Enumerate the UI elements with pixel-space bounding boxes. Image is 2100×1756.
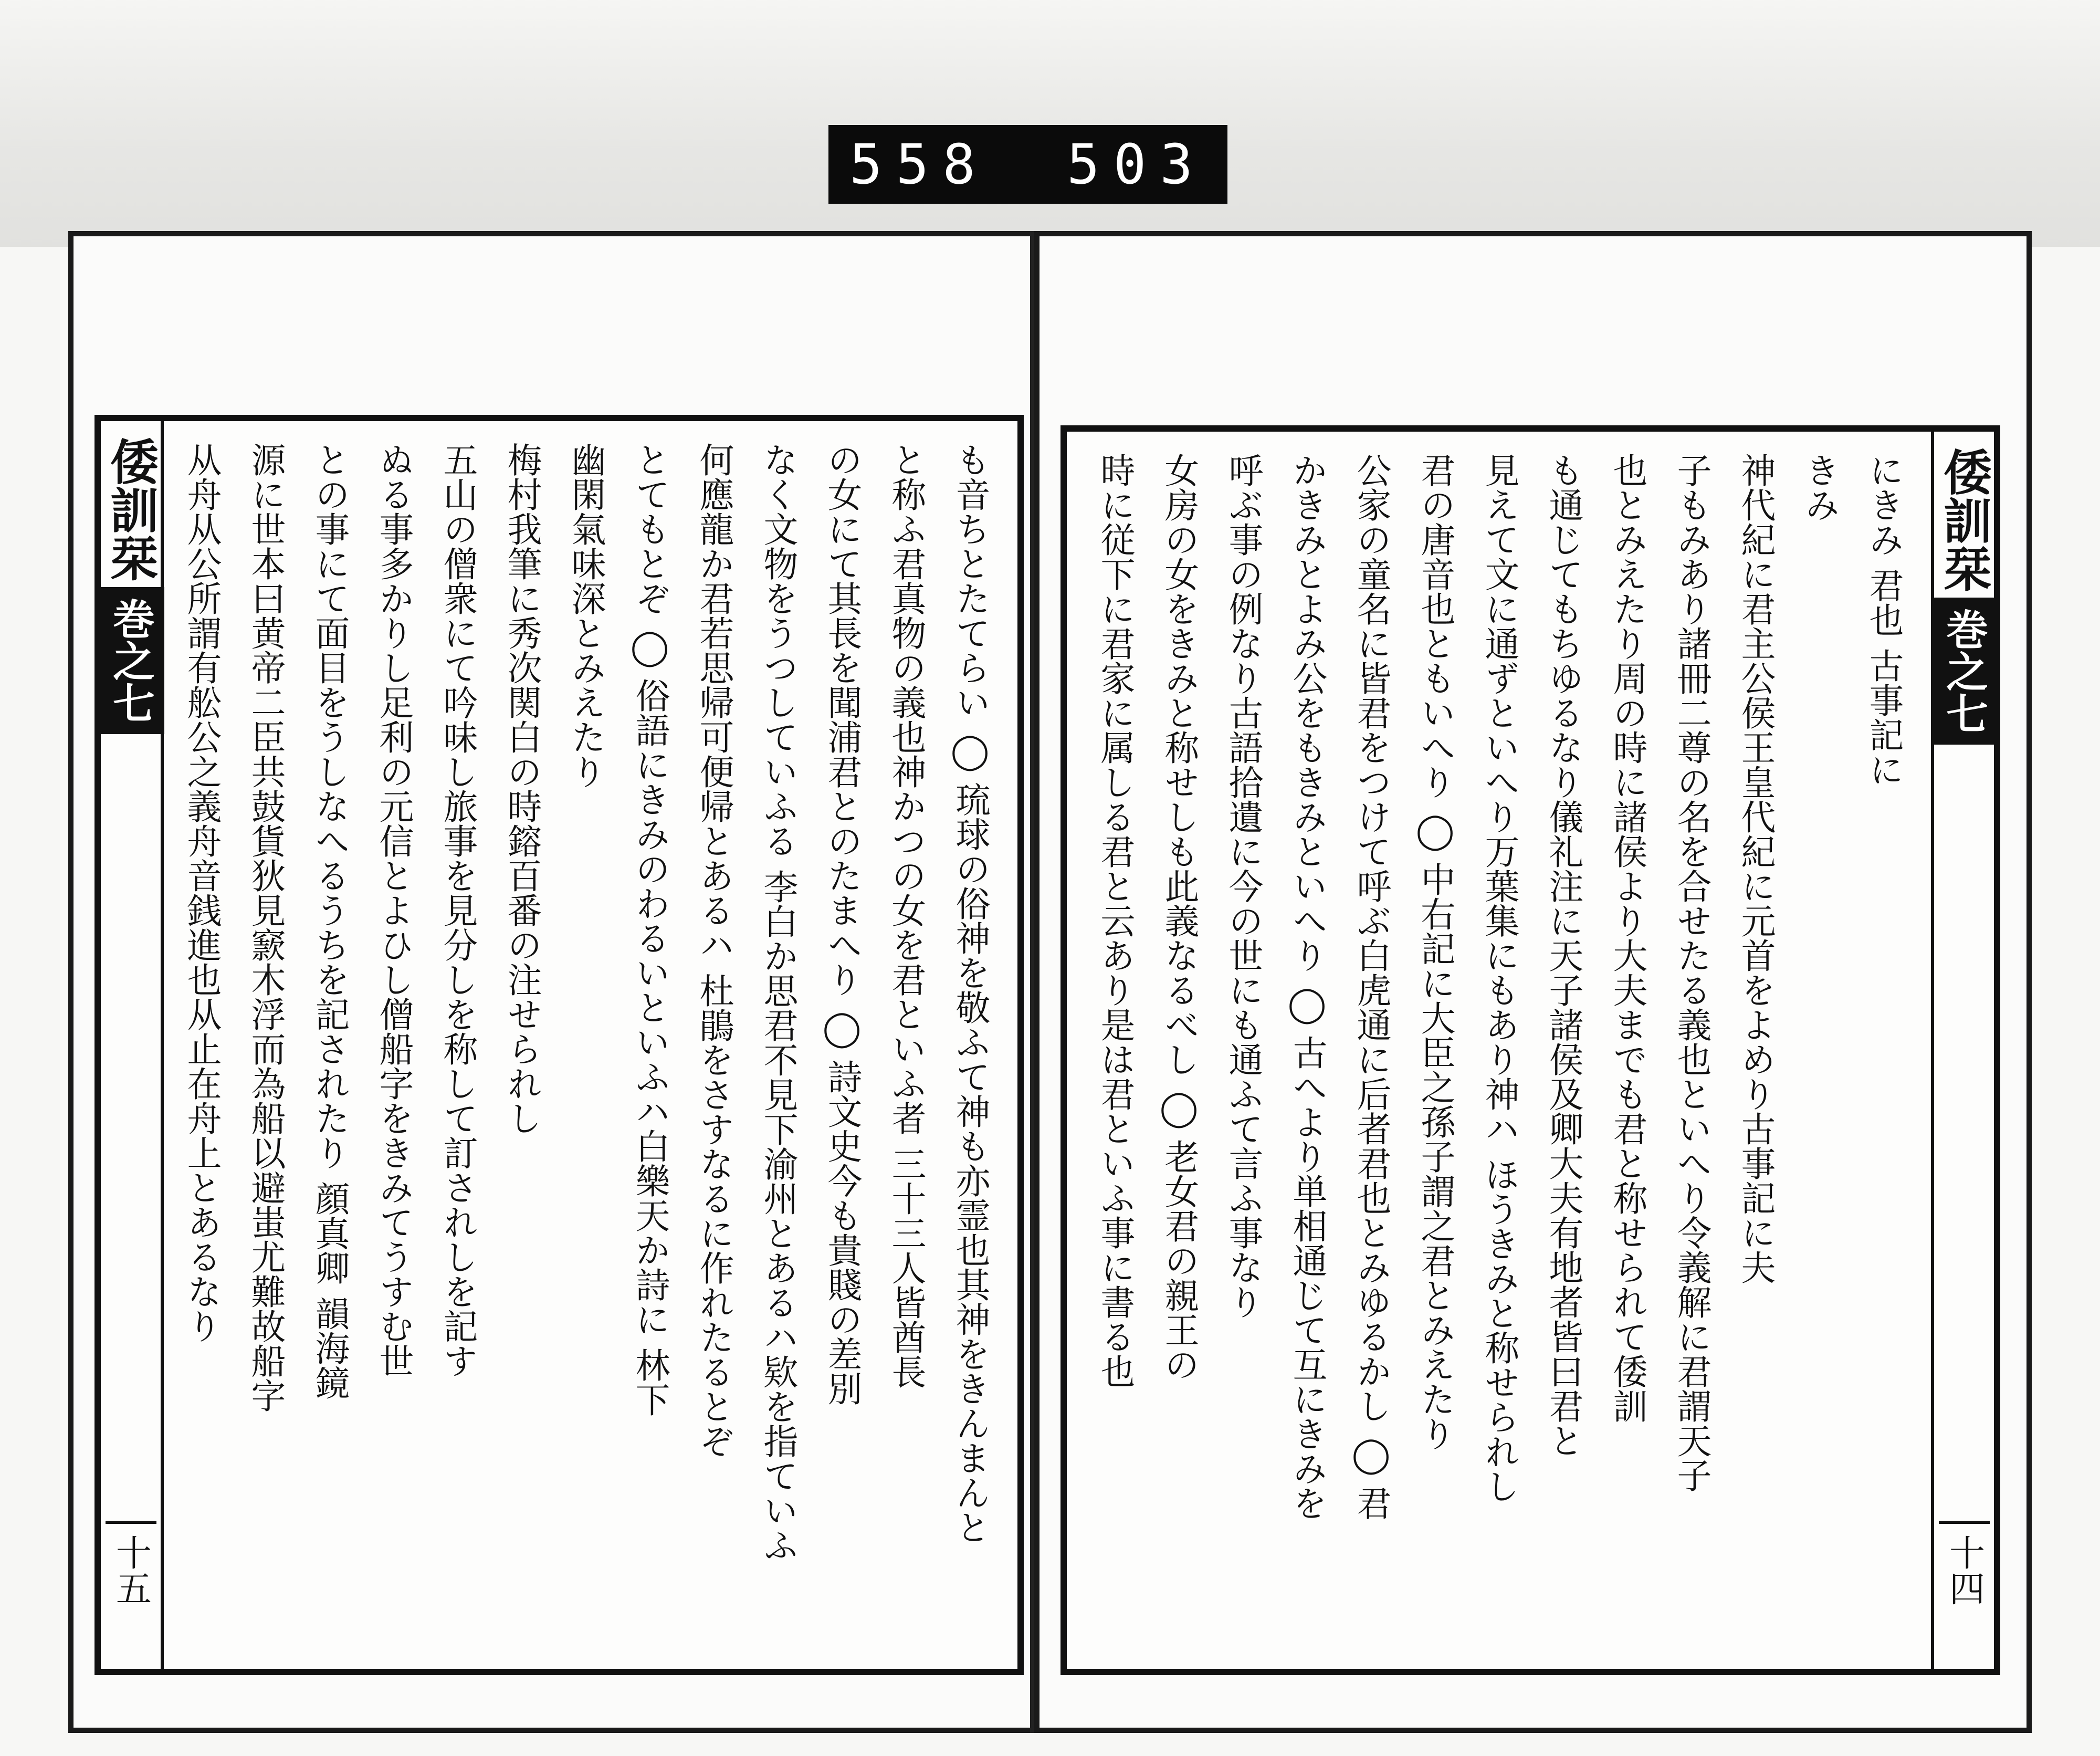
text-column: 見えて文に通ずといへり万葉集にもあり神ハ ほうきみと称せられし [1479, 453, 1519, 1503]
left-page-text-frame [94, 415, 1024, 1675]
call-number-right: 503 [1067, 132, 1206, 196]
text-column: も音ちとたてらい ◯ 琉球の俗神を敬ふて神も亦霊也其神をきんまんと [950, 442, 990, 1544]
folio-number: 十五 [106, 1521, 156, 1606]
call-number-label [828, 125, 1227, 204]
text-column: 梅村我筆に秀次関白の時鎔百番の注せられし [501, 442, 542, 1135]
text-column: 神代紀に君主公侯王皇代紀に元首をよめり古事記に夫 [1735, 453, 1776, 1284]
left-page-body [180, 442, 1002, 1648]
text-column: とてもとぞ ◯ 俗語にきみのわるいといふハ白樂天か詩に 林下 [629, 442, 670, 1417]
right-page-text-frame [1060, 425, 2000, 1675]
text-column: 子もみあり諸冊二尊の名を合せたる義也といへり令義解に君謂天子 [1671, 453, 1712, 1492]
text-column: と称ふ君真物の義也神かつの女を君といふ者 三十三人皆酋長 [886, 442, 926, 1389]
left-page-header [101, 421, 164, 1669]
call-number-left: 558 [849, 132, 989, 196]
volume-label: 巻之七 [1931, 598, 1998, 745]
text-column: 何應龍か君若思帰可便帰とあるハ 杜鵑をさすなるに作れたるとぞ [694, 442, 734, 1458]
text-column: 時に従下に君家に属しる君と云あり是は君といふ事に書る也 [1095, 453, 1135, 1388]
text-column: 君の唐音也ともいへり ◯ 中右記に大臣之孫子謂之君とみえたり [1415, 453, 1455, 1451]
text-column: 源に世本曰黄帝二臣共鼓貨狄見窾木浮而為船以避蚩尤難故船字 [245, 442, 286, 1413]
right-page-body [1083, 453, 1915, 1648]
text-column: なく文物をうつしていふる 李白か思君不見下渝州とあるハ欵を指ていふ [758, 442, 798, 1562]
text-column: にきみ 君也 古事記に [1863, 453, 1904, 787]
text-column: 呼ぶ事の例なり古語拾遺に今の世にも通ふて言ふ事なり [1223, 453, 1263, 1319]
scan-shading [0, 0, 2100, 247]
text-column: きみ [1799, 453, 1840, 522]
folio-number: 十四 [1939, 1521, 1990, 1606]
open-book [68, 231, 2032, 1733]
text-column: 也とみえたり周の時に諸侯より大夫までも君と称せられて倭訓 [1607, 453, 1647, 1423]
text-column: かきみとよみ公をもきみといへり ◯ 古へより単相通じて互にきみを [1287, 453, 1327, 1520]
text-column: 女房の女をきみと称せしも此義なるべし ◯ 老女君の親王の [1159, 453, 1199, 1382]
book-title: 倭訓栞 [102, 437, 159, 582]
text-column: 公家の童名に皆君をつけて呼ぶ白虎通に后者君也とみゆるかし ◯ 君 [1351, 453, 1391, 1520]
text-column: 幽閑氣味深とみえたり [565, 442, 606, 789]
volume-label: 巻之七 [98, 587, 164, 734]
right-page [1034, 231, 2032, 1733]
text-column: ぬる事多かりし足利の元信とよひし僧船字をきみてうすむ世 [373, 442, 414, 1378]
left-page [68, 231, 1040, 1733]
book-title: 倭訓栞 [1936, 447, 1992, 592]
right-page-header [1931, 432, 1994, 1669]
text-column: の女にて其長を聞浦君とのたまへり ◯ 詩文史今も貴賤の差別 [822, 442, 862, 1406]
text-column: 从舟从公所謂有舩公之義舟音銭進也从止在舟上とあるなり [181, 442, 222, 1343]
text-column: 五山の僧衆にて吟味し旅事を見分しを称して訂されしを記す [437, 442, 478, 1378]
text-column: も通じてもちゆるなり儀礼注に天子諸侯及卿大夫有地者皆曰君と [1543, 453, 1583, 1458]
text-column: との事にて面目をうしなへるうちを記されたり 顔真卿 韻海鏡 [309, 442, 350, 1400]
